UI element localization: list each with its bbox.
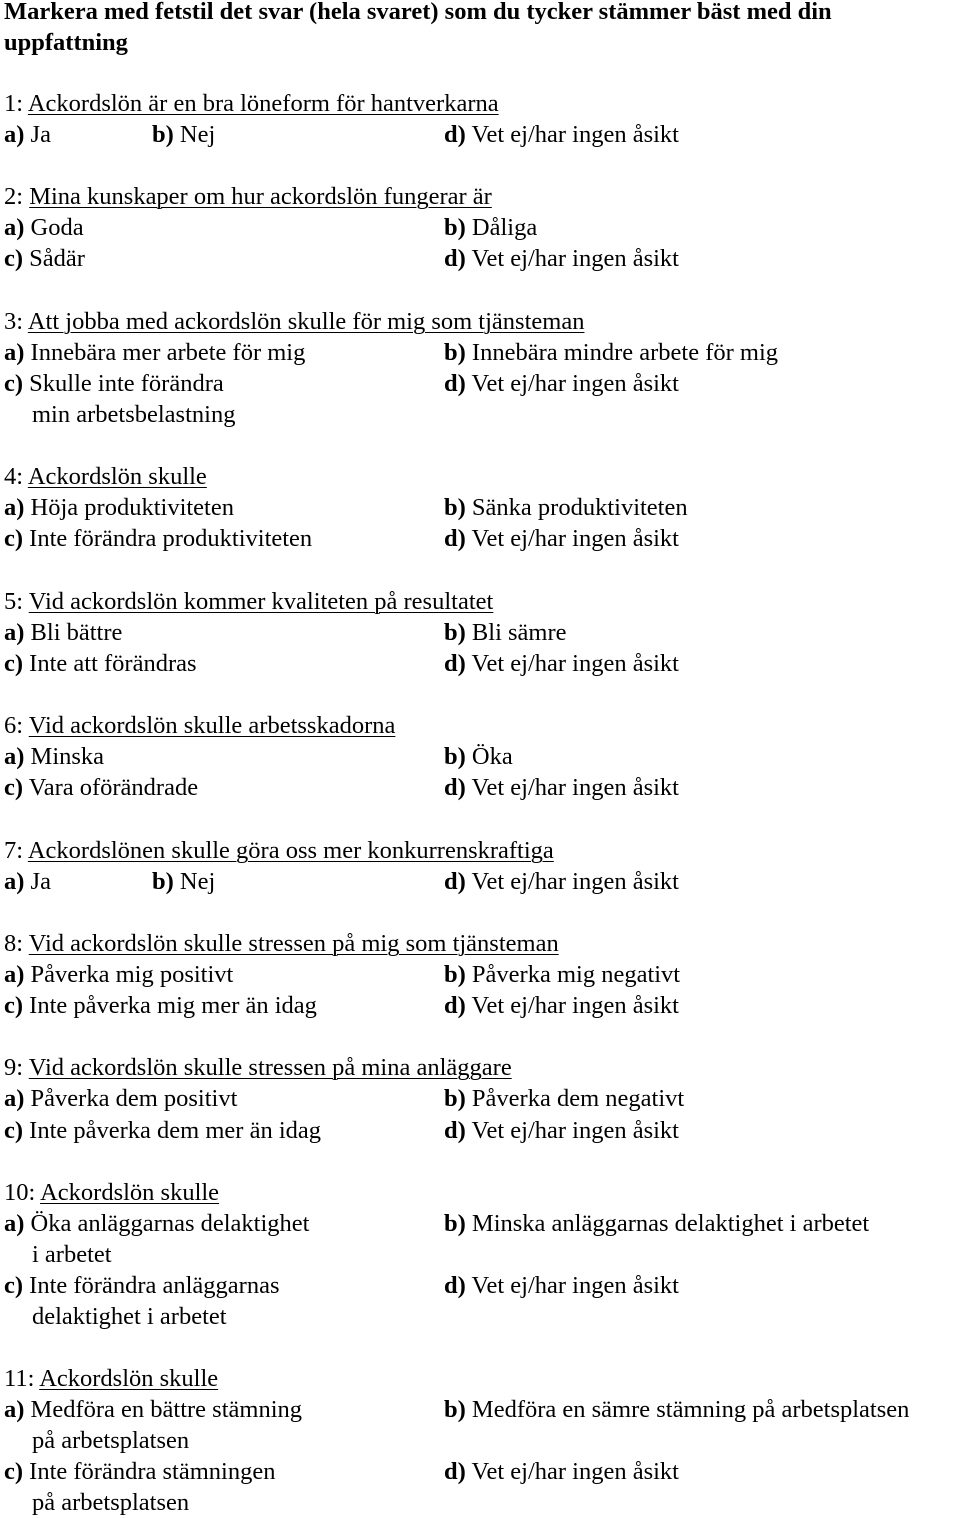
option-key: d) — [444, 1272, 466, 1299]
option-key: c) — [4, 370, 24, 397]
option-key: a) — [4, 1210, 25, 1237]
option-text: Medföra en bättre stämning — [30, 1396, 302, 1423]
q3-option-a[interactable] — [4, 339, 305, 367]
question-number: 6: — [4, 712, 24, 739]
option-key: b) — [444, 494, 466, 521]
question-1 — [4, 90, 499, 118]
question-6 — [4, 712, 395, 740]
option-text: Innebära mindre arbete för mig — [471, 339, 779, 366]
option-key: a) — [4, 1396, 25, 1423]
question-number: 5: — [4, 588, 24, 615]
q5-option-b[interactable] — [444, 619, 567, 647]
q5-option-a[interactable] — [4, 619, 122, 647]
option-text: Vet ej/har ingen åsikt — [471, 525, 679, 552]
q6-option-d[interactable] — [444, 774, 679, 802]
question-5 — [4, 588, 493, 616]
q7-option-b[interactable] — [152, 868, 215, 896]
option-text: Vet ej/har ingen åsikt — [471, 370, 679, 397]
option-text: Öka — [471, 743, 513, 770]
option-text: Inte påverka mig mer än idag — [29, 992, 317, 1019]
q9-option-c[interactable] — [4, 1117, 321, 1145]
q8-option-c[interactable] — [4, 992, 317, 1020]
option-text: Vet ej/har ingen åsikt — [471, 1458, 679, 1485]
question-text: Vid ackordslön kommer kvaliteten på resultatet — [28, 588, 494, 615]
option-key: b) — [152, 868, 174, 895]
question-text: Ackordslön skulle — [39, 1365, 219, 1392]
question-text: Ackordslön skulle — [40, 1179, 220, 1206]
option-key: a) — [4, 1085, 25, 1112]
q1-option-d[interactable] — [444, 121, 679, 149]
question-3 — [4, 308, 584, 336]
question-number: 10: — [4, 1179, 36, 1206]
q1-option-b[interactable] — [152, 121, 215, 149]
option-key: d) — [444, 868, 466, 895]
instruction-line-1: Markera med fetstil det svar (hela svaret) som du tycker stämmer bäst med din — [4, 0, 832, 25]
option-text: Inte påverka dem mer än idag — [29, 1117, 321, 1144]
q2-option-c[interactable] — [4, 245, 85, 273]
question-number: 2: — [4, 183, 24, 210]
option-key: c) — [4, 650, 24, 677]
q11-option-d[interactable] — [444, 1458, 679, 1486]
option-text: Innebära mer arbete för mig — [30, 339, 306, 366]
option-key: d) — [444, 370, 466, 397]
option-text: Vet ej/har ingen åsikt — [471, 1117, 679, 1144]
option-key: b) — [444, 339, 466, 366]
question-number: 9: — [4, 1054, 24, 1081]
q8-option-b[interactable] — [444, 961, 680, 989]
q10-option-a-continuation: i arbetet — [32, 1241, 112, 1268]
question-text: Att jobba med ackordslön skulle för mig som tjänsteman — [27, 308, 585, 335]
option-text: Nej — [179, 121, 216, 148]
option-text: Ja — [30, 868, 51, 895]
q3-option-b[interactable] — [444, 339, 778, 367]
question-2 — [4, 183, 492, 211]
option-text: Vet ej/har ingen åsikt — [471, 992, 679, 1019]
q11-option-c-continuation: på arbetsplatsen — [32, 1489, 190, 1516]
q7-option-d[interactable] — [444, 868, 679, 896]
option-key: c) — [4, 525, 24, 552]
question-text: Ackordslön skulle — [27, 463, 207, 490]
q7-option-a[interactable] — [4, 868, 51, 896]
q5-option-c[interactable] — [4, 650, 197, 678]
option-text: Minska — [30, 743, 105, 770]
q2-option-d[interactable] — [444, 245, 679, 273]
q10-option-a[interactable] — [4, 1210, 309, 1238]
option-text: Vet ej/har ingen åsikt — [471, 868, 679, 895]
question-text: Vid ackordslön skulle stressen på mig som tjänsteman — [28, 930, 559, 957]
option-text: Bli bättre — [30, 619, 123, 646]
option-text: Inte förändra produktiviteten — [29, 525, 313, 552]
option-text: Påverka mig positivt — [30, 961, 234, 988]
question-number: 8: — [4, 930, 24, 957]
option-key: b) — [444, 619, 466, 646]
option-key: d) — [444, 1458, 466, 1485]
option-key: d) — [444, 245, 466, 272]
option-text: Inte att förändras — [29, 650, 197, 677]
option-text: Goda — [30, 214, 84, 241]
question-9 — [4, 1054, 512, 1082]
q10-option-c[interactable] — [4, 1272, 279, 1300]
option-text: Minska anläggarnas delaktighet i arbetet — [471, 1210, 870, 1237]
option-key: a) — [4, 619, 25, 646]
option-key: a) — [4, 743, 25, 770]
option-text: Påverka mig negativt — [471, 961, 681, 988]
q6-option-b[interactable] — [444, 743, 513, 771]
option-key: d) — [444, 525, 466, 552]
option-text: Sänka produktiviteten — [471, 494, 688, 521]
option-key: d) — [444, 121, 466, 148]
question-text: Ackordslön är en bra löneform för hantverkarna — [27, 90, 499, 117]
option-text: Nej — [179, 868, 216, 895]
option-key: b) — [444, 1396, 466, 1423]
option-key: d) — [444, 992, 466, 1019]
q2-option-a[interactable] — [4, 214, 84, 242]
option-text: Vet ej/har ingen åsikt — [471, 1272, 679, 1299]
q3-option-c[interactable] — [4, 370, 224, 398]
q8-option-a[interactable] — [4, 961, 233, 989]
option-text: Öka anläggarnas delaktighet — [30, 1210, 310, 1237]
q1-option-a[interactable] — [4, 121, 51, 149]
q4-option-b[interactable] — [444, 494, 688, 522]
option-key: c) — [4, 1117, 24, 1144]
question-number: 11: — [4, 1365, 35, 1392]
option-text: Dåliga — [471, 214, 538, 241]
option-key: a) — [4, 121, 25, 148]
q11-option-a[interactable] — [4, 1396, 302, 1424]
option-text: Påverka dem positivt — [30, 1085, 238, 1112]
option-key: c) — [4, 1458, 24, 1485]
q11-option-b[interactable] — [444, 1396, 909, 1424]
option-text: Vet ej/har ingen åsikt — [471, 774, 679, 801]
option-key: b) — [444, 961, 466, 988]
q9-option-b[interactable] — [444, 1085, 684, 1113]
q6-option-a[interactable] — [4, 743, 104, 771]
option-key: b) — [444, 1085, 466, 1112]
q4-option-d[interactable] — [444, 525, 679, 553]
q4-option-c[interactable] — [4, 525, 312, 553]
option-key: a) — [4, 868, 25, 895]
question-text: Vid ackordslön skulle arbetsskadorna — [28, 712, 396, 739]
question-number: 4: — [4, 463, 24, 490]
q10-option-b[interactable] — [444, 1210, 869, 1238]
option-key: d) — [444, 1117, 466, 1144]
option-text: Inte förändra anläggarnas — [29, 1272, 280, 1299]
q9-option-d[interactable] — [444, 1117, 679, 1145]
option-key: a) — [4, 494, 25, 521]
option-text: Höja produktiviteten — [30, 494, 234, 521]
q11-option-c[interactable] — [4, 1458, 275, 1486]
option-text: Sådär — [29, 245, 85, 272]
option-text: Skulle inte förändra — [29, 370, 224, 397]
q11-option-a-continuation: på arbetsplatsen — [32, 1427, 190, 1454]
q2-option-b[interactable] — [444, 214, 537, 242]
q4-option-a[interactable] — [4, 494, 234, 522]
question-4 — [4, 463, 207, 491]
question-number: 1: — [4, 90, 24, 117]
option-key: d) — [444, 650, 466, 677]
q3-option-c-continuation: min arbetsbelastning — [32, 401, 236, 428]
option-key: b) — [152, 121, 174, 148]
option-text: Vet ej/har ingen åsikt — [471, 245, 679, 272]
option-text: Vara oförändrade — [28, 774, 199, 801]
question-10 — [4, 1179, 219, 1207]
option-key: c) — [4, 992, 24, 1019]
question-text: Vid ackordslön skulle stressen på mina anläggare — [28, 1054, 512, 1081]
option-key: c) — [4, 245, 24, 272]
question-number: 7: — [4, 837, 24, 864]
option-key: c) — [4, 1272, 24, 1299]
question-8 — [4, 930, 559, 958]
question-text: Ackordslönen skulle göra oss mer konkurrenskraftiga — [27, 837, 554, 864]
option-text: Medföra en sämre stämning på arbetsplatsen — [471, 1396, 910, 1423]
question-7 — [4, 837, 554, 865]
q9-option-a[interactable] — [4, 1085, 237, 1113]
option-text: Ja — [30, 121, 51, 148]
q5-option-d[interactable] — [444, 650, 679, 678]
option-key: b) — [444, 1210, 466, 1237]
q8-option-d[interactable] — [444, 992, 679, 1020]
option-key: a) — [4, 214, 25, 241]
question-11 — [4, 1365, 218, 1393]
option-key: b) — [444, 743, 466, 770]
q6-option-c[interactable] — [4, 774, 198, 802]
option-text: Vet ej/har ingen åsikt — [471, 121, 679, 148]
q10-option-d[interactable] — [444, 1272, 679, 1300]
option-text: Påverka dem negativt — [471, 1085, 685, 1112]
option-key: a) — [4, 961, 25, 988]
option-key: b) — [444, 214, 466, 241]
q3-option-d[interactable] — [444, 370, 679, 398]
option-text: Vet ej/har ingen åsikt — [471, 650, 679, 677]
q10-option-c-continuation: delaktighet i arbetet — [32, 1303, 227, 1330]
question-text: Mina kunskaper om hur ackordslön fungerar är — [29, 183, 492, 210]
option-text: Bli sämre — [471, 619, 567, 646]
option-key: d) — [444, 774, 466, 801]
option-key: c) — [4, 774, 24, 801]
option-key: a) — [4, 339, 25, 366]
question-number: 3: — [4, 308, 24, 335]
option-text: Inte förändra stämningen — [29, 1458, 276, 1485]
instruction-line-2: uppfattning — [4, 29, 128, 56]
